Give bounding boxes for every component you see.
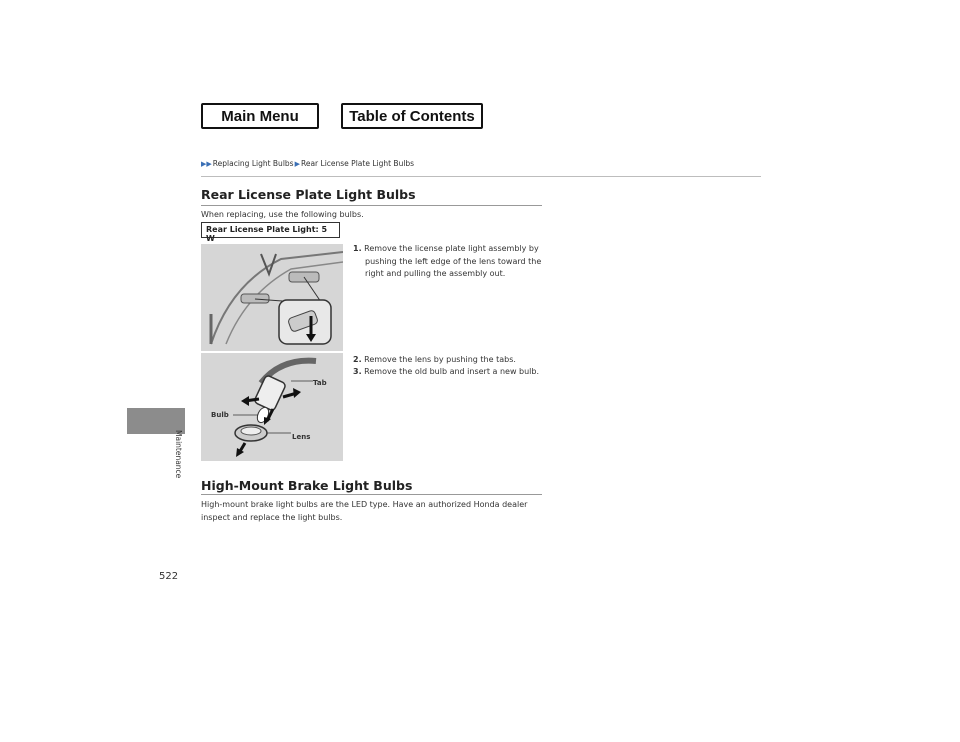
intro-text: When replacing, use the following bulbs.: [201, 210, 364, 219]
table-of-contents-button[interactable]: Table of Contents: [341, 103, 483, 129]
step-text: Remove the old bulb and insert a new bulb.: [364, 367, 540, 376]
section-title-divider: [201, 494, 542, 495]
label-lens: Lens: [292, 433, 311, 441]
step-number: 3.: [353, 367, 362, 376]
breadcrumb-link-replacing-light-bulbs[interactable]: Replacing Light Bulbs: [212, 159, 294, 168]
breadcrumb: [201, 159, 414, 168]
high-mount-body-text: High-mount brake light bulbs are the LED type. Have an authorized Honda dealer inspect and replace the light bulbs.: [201, 500, 528, 522]
bulb-spec-box: Rear License Plate Light: 5 W: [201, 222, 340, 238]
label-bulb: Bulb: [211, 411, 229, 419]
main-menu-button[interactable]: Main Menu: [201, 103, 319, 129]
step-1: [353, 243, 548, 281]
step-number: 1.: [353, 244, 362, 253]
step-2: [353, 354, 548, 367]
license-plate-light-illustration: [201, 244, 343, 351]
step-3: [353, 366, 548, 379]
section-label: Maintenance: [174, 430, 183, 479]
breadcrumb-arrow-icon: ▶: [294, 159, 300, 168]
breadcrumb-current: Rear License Plate Light Bulbs: [300, 159, 415, 168]
step-number: 2.: [353, 355, 362, 364]
page-number: 522: [159, 571, 179, 582]
section-title-high-mount: High-Mount Brake Light Bulbs: [201, 478, 413, 493]
breadcrumb-arrow-icon: ▶▶: [201, 159, 212, 168]
section-title-license-plate: Rear License Plate Light Bulbs: [201, 187, 416, 202]
section-title-divider: [201, 205, 542, 206]
bulb-lens-illustration: [201, 353, 343, 461]
step-text: Remove the license plate light assembly by pushing the left edge of the lens toward the right and pulling the assembly out.: [364, 244, 542, 278]
label-tab: Tab: [313, 379, 327, 387]
step-text: Remove the lens by pushing the tabs.: [364, 355, 516, 364]
header-divider: [201, 176, 761, 177]
